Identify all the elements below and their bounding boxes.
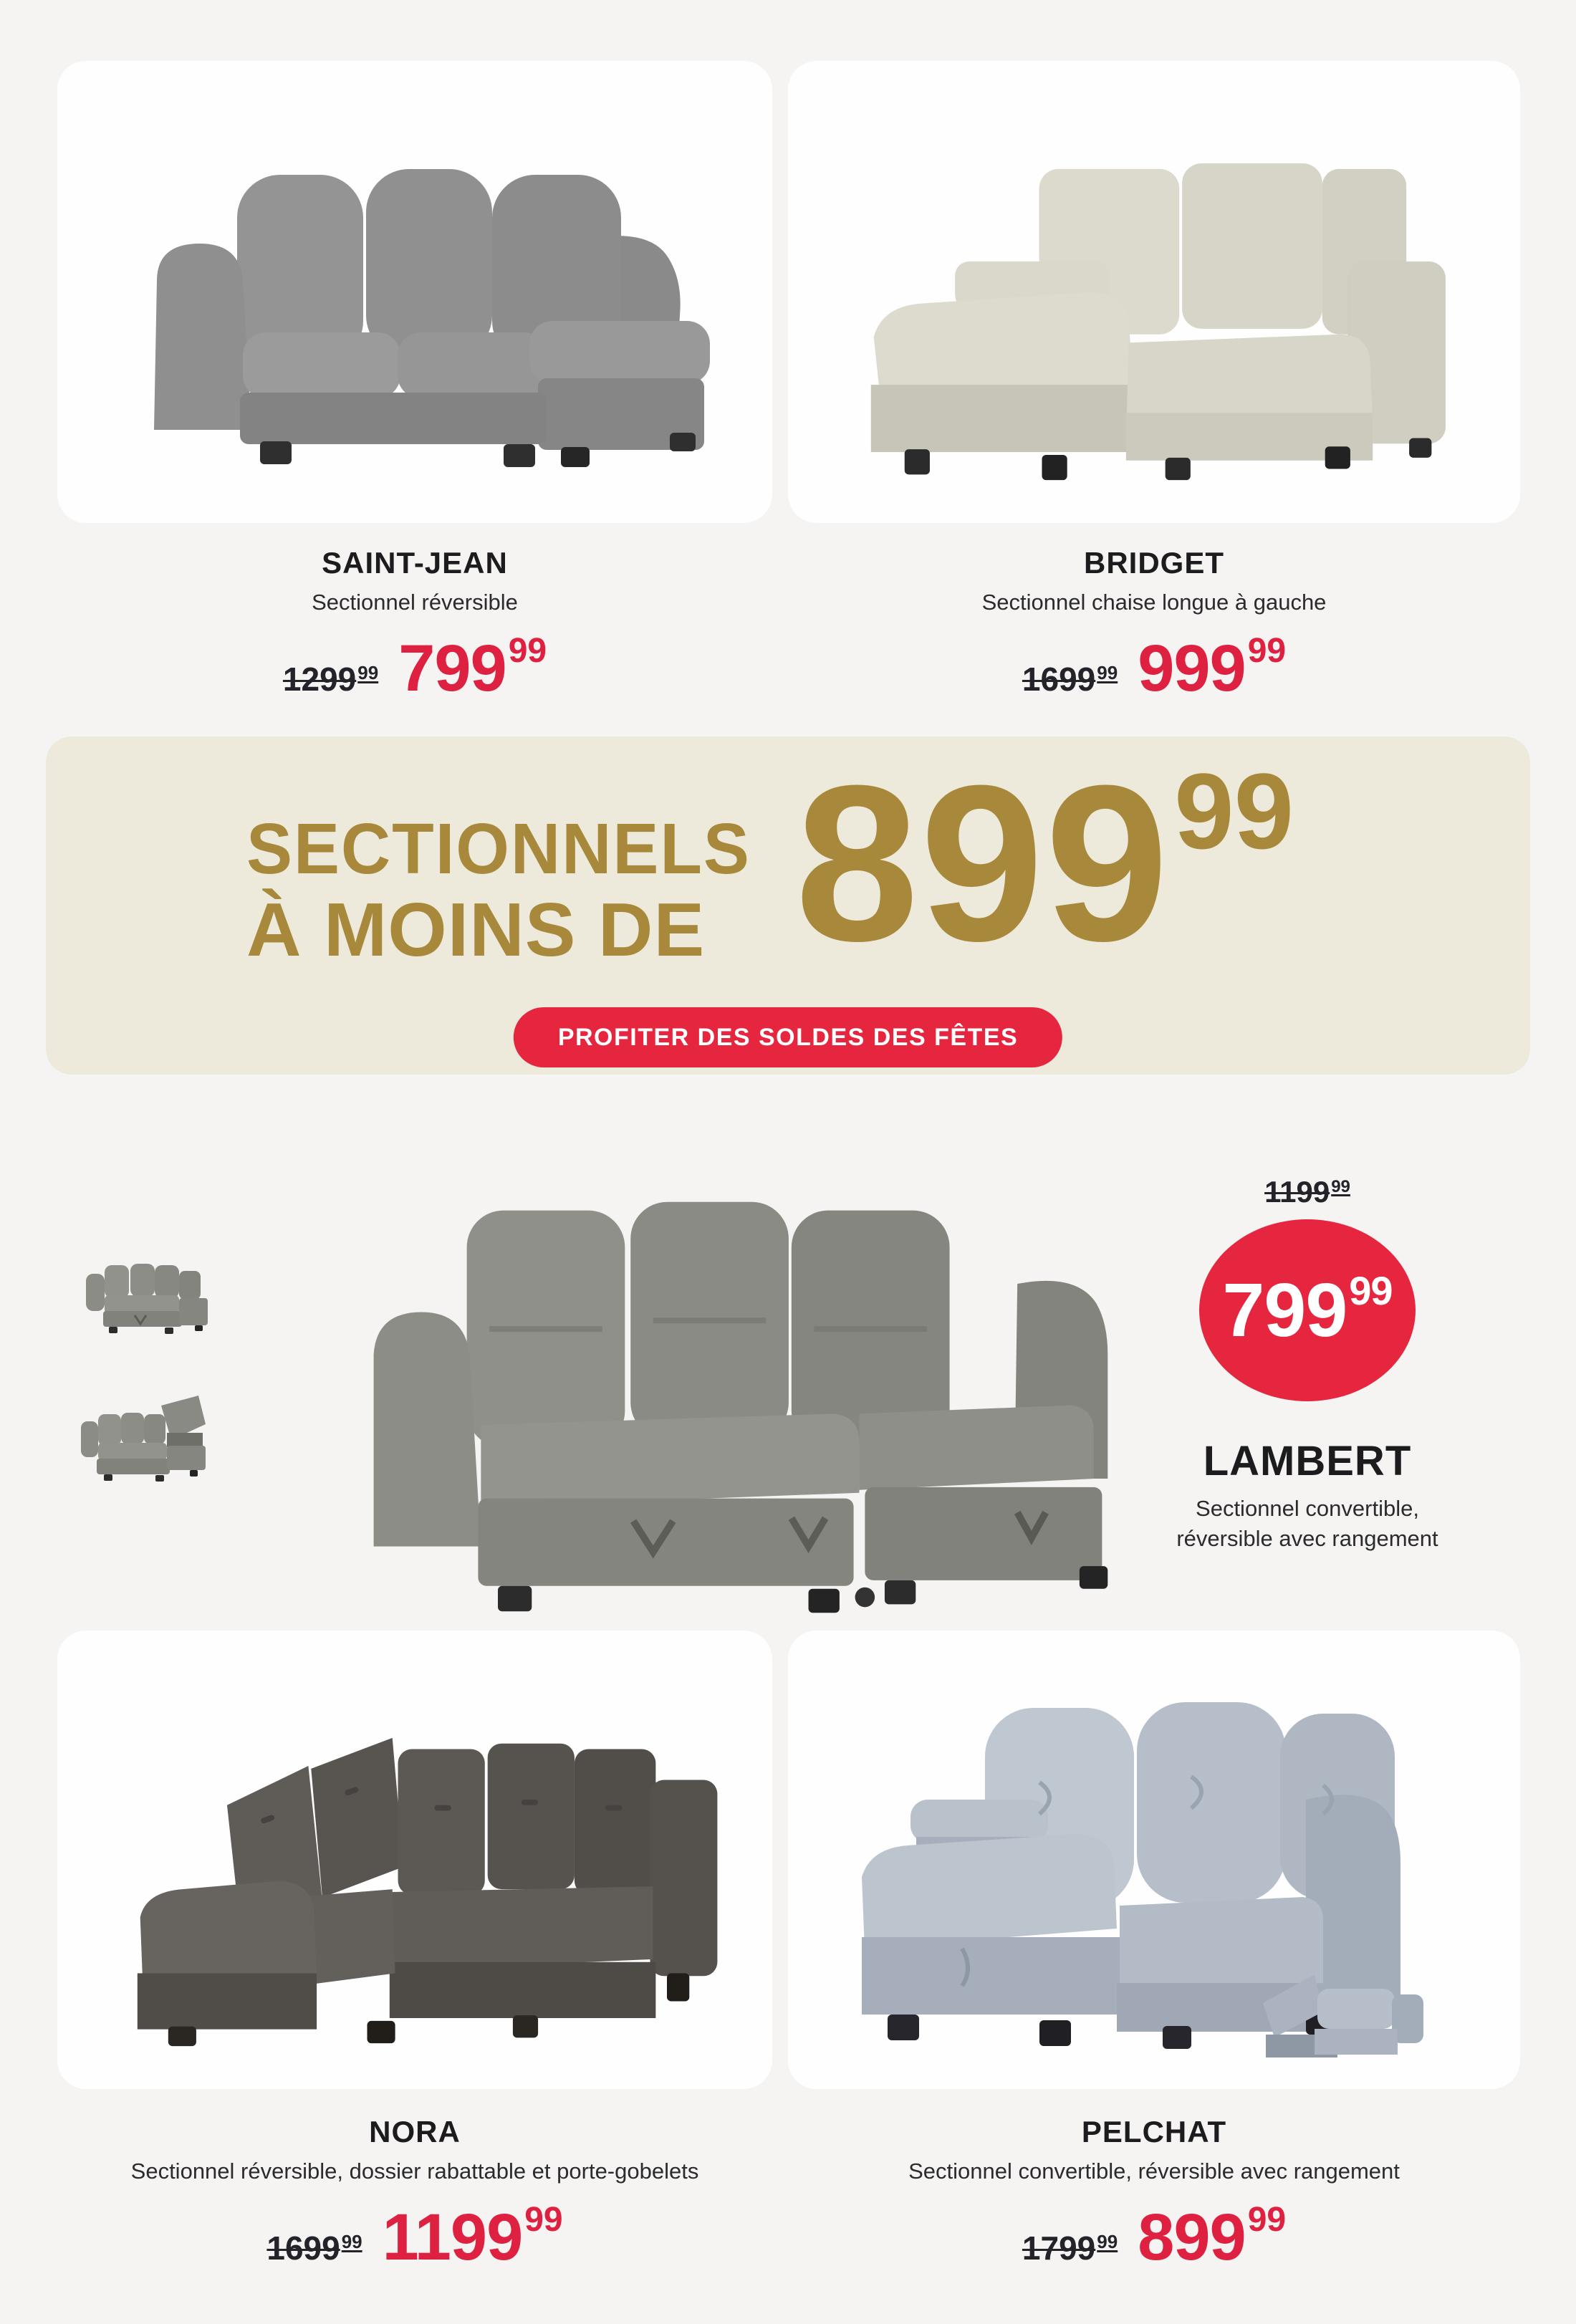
old-price: 1199$^{99}$ bbox=[1264, 1175, 1350, 1209]
lambert-main-image bbox=[297, 1143, 1178, 1623]
product-subtitle: Sectionnel réversible bbox=[312, 590, 518, 615]
bridget-sofa-image bbox=[832, 96, 1476, 489]
product-title: PELCHAT bbox=[1081, 2115, 1227, 2148]
old-price: 1799$^{99}$ bbox=[1022, 2229, 1118, 2267]
price-row bbox=[788, 631, 1520, 706]
old-price: 1699$^{99}$ bbox=[1022, 661, 1118, 698]
pelchat-sofa-image bbox=[825, 1645, 1484, 2075]
lambert-price-badge bbox=[1199, 1219, 1416, 1401]
price-row bbox=[788, 2200, 1520, 2275]
product-title: LAMBERT bbox=[1203, 1438, 1412, 1484]
price-row bbox=[57, 2200, 772, 2275]
product-card-pelchat[interactable] bbox=[788, 1631, 1520, 2089]
banner-title-line1: SECTIONNELS bbox=[246, 809, 751, 889]
product-card-nora[interactable] bbox=[57, 1631, 772, 2089]
product-subtitle: Sectionnel réversible, dossier rabattable et porte-gobelets bbox=[130, 2159, 699, 2184]
product-subtitle: Sectionnel convertible, réversible avec rangement bbox=[1176, 1496, 1438, 1551]
sale-price: $899^{99}$ bbox=[1138, 2201, 1287, 2274]
sale-price: $799^{99}$ bbox=[1222, 1267, 1393, 1353]
banner-title-line2: À MOINS DE bbox=[246, 888, 706, 972]
product-info-pelchat bbox=[788, 2115, 1520, 2275]
product-title: SAINT-JEAN bbox=[322, 546, 508, 580]
product-info-saint-jean bbox=[57, 546, 772, 706]
product-subtitle: Sectionnel chaise longue à gauche bbox=[981, 590, 1327, 615]
sale-price: $799^{99}$ bbox=[398, 632, 547, 705]
cta-button[interactable]: PROFITER DES SOLDES DES FÊTES bbox=[514, 1007, 1062, 1067]
nora-sofa-image bbox=[92, 1671, 737, 2049]
lambert-thumbnail-bed[interactable] bbox=[72, 1255, 226, 1341]
lambert-info[interactable] bbox=[1164, 1175, 1451, 1554]
price-row bbox=[57, 631, 772, 706]
saint-jean-sofa-image bbox=[100, 106, 730, 479]
promo-banner bbox=[46, 736, 1530, 1075]
lambert-thumb-storage-image bbox=[69, 1393, 228, 1493]
banner-price: $899^{99}$ bbox=[795, 739, 1294, 987]
product-title: BRIDGET bbox=[1084, 546, 1224, 580]
lambert-sofa-image bbox=[297, 1143, 1178, 1623]
product-title: NORA bbox=[369, 2115, 461, 2148]
product-info-nora bbox=[57, 2115, 772, 2275]
sale-price: $999^{99}$ bbox=[1138, 632, 1287, 705]
product-subtitle: Sectionnel convertible, réversible avec rangement bbox=[908, 2159, 1400, 2184]
product-card-saint-jean[interactable] bbox=[57, 61, 772, 523]
product-card-bridget[interactable] bbox=[788, 61, 1520, 523]
lambert-thumb-bed-image bbox=[72, 1255, 226, 1338]
lambert-thumbnail-storage[interactable] bbox=[69, 1393, 228, 1497]
product-info-bridget bbox=[788, 546, 1520, 706]
sale-price: 1199$^{99}$ bbox=[382, 2201, 563, 2274]
old-price: 1699$^{99}$ bbox=[266, 2229, 362, 2267]
old-price: 1299$^{99}$ bbox=[282, 661, 379, 698]
